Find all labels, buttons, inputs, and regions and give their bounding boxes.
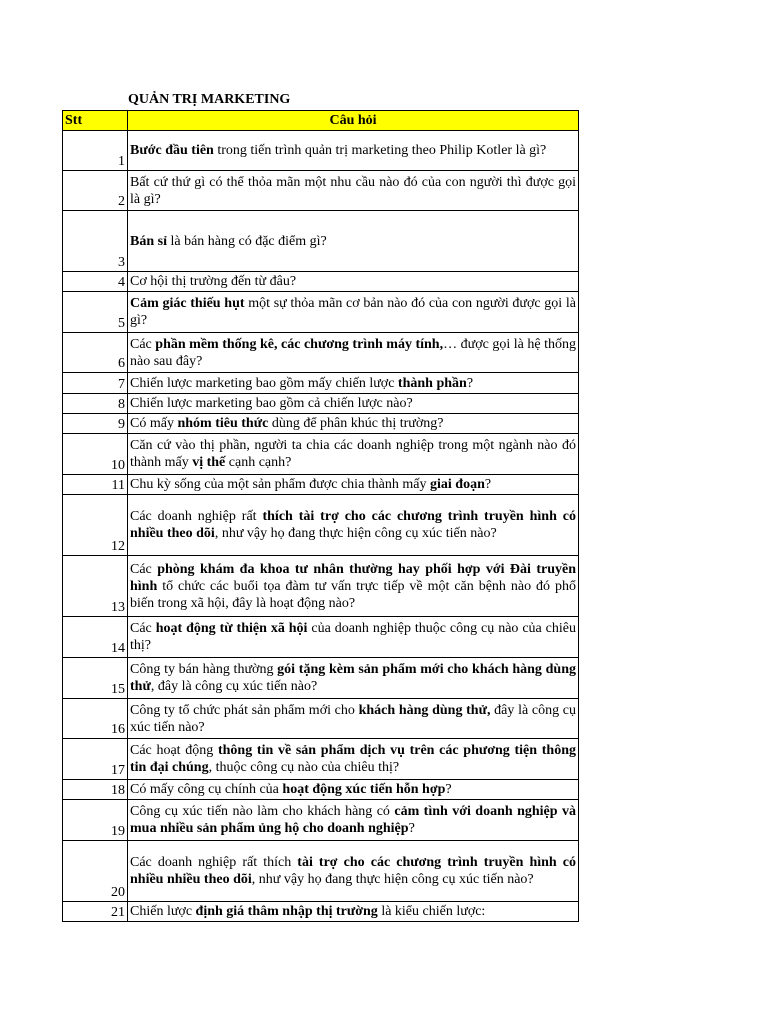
question-text: [128, 434, 579, 475]
question-text: [128, 394, 579, 414]
row-number: 13: [63, 556, 128, 617]
table-row: [63, 272, 579, 292]
question-text: [128, 171, 579, 211]
row-number: 16: [63, 699, 128, 739]
table-row: [63, 171, 579, 211]
text-segment: Công ty tổ chức phát sản phẩm mới cho: [130, 702, 359, 718]
question-text: [128, 333, 579, 373]
text-segment: Chiến lược: [130, 904, 196, 919]
bold-phrase: hoạt động từ thiện xã hội: [155, 621, 308, 636]
question-text: [128, 211, 579, 272]
text-segment: Các: [130, 561, 158, 577]
table-row: [63, 333, 579, 373]
text-segment: Các: [130, 621, 156, 636]
text-segment: một sự thỏa mãn cơ bản nào đó của con người được gọi là gì?: [130, 296, 576, 328]
question-table: [62, 110, 579, 922]
table-row: [63, 800, 579, 841]
bold-phrase: gói tặng kèm sản phẩm mới cho khách hàng dùng thử: [130, 662, 576, 694]
text-segment: Căn cứ vào thị phần, người ta chia các doanh nghiệp trong một ngành nào đó thành mấy: [130, 438, 576, 470]
text-segment: Các: [130, 336, 156, 352]
table-row: [63, 414, 579, 434]
row-number: 17: [63, 739, 128, 780]
question-text: [128, 475, 579, 495]
text-segment: Các doanh nghiệp rất thích: [130, 855, 298, 870]
text-segment: ?: [408, 821, 415, 836]
row-number: 15: [63, 658, 128, 699]
bold-phrase: phòng khám đa khoa tư nhân thường hay phối hợp với Đài truyền hình: [130, 561, 577, 594]
question-text: [128, 373, 579, 394]
row-number: 5: [63, 292, 128, 333]
table-row: [63, 902, 579, 922]
table-row: [63, 373, 579, 394]
question-list: [63, 131, 579, 922]
row-number: 21: [63, 902, 128, 922]
text-segment: Công ty bán hàng thường: [130, 662, 278, 677]
text-segment: Chiến lược marketing bao gồm mấy chiến lược: [130, 375, 398, 391]
row-number: 4: [63, 272, 128, 292]
question-text: [128, 902, 579, 922]
text-segment: cạnh cạnh?: [225, 455, 292, 470]
table-row: [63, 780, 579, 800]
bold-phrase: thích tài trợ cho các chương trình truyền hình có nhiều theo dõi: [130, 509, 576, 541]
question-column-header: Câu hỏi: [128, 111, 579, 131]
text-segment: Công cụ xúc tiến nào làm cho khách hàng có: [130, 804, 395, 819]
row-number: 10: [63, 434, 128, 475]
bold-phrase: Bước đầu tiên: [130, 143, 214, 158]
text-segment: … được gọi là hệ thống nào sau đây?: [130, 336, 577, 369]
bold-phrase: hoạt động xúc tiến hỗn hợp: [282, 782, 446, 797]
question-text: [128, 617, 579, 658]
table-row: [63, 394, 579, 414]
table-row: [63, 556, 579, 617]
text-segment: tổ chức các buổi tọa đàm tư vấn trực tiếp về một căn bệnh nào đó phổ biến trong xã hội, đây là hoạt động nào?: [130, 578, 576, 611]
table-row: [63, 131, 579, 171]
question-text: [128, 658, 579, 699]
text-segment: Các doanh nghiệp rất: [130, 509, 263, 524]
text-segment: Có mấy: [130, 416, 178, 431]
text-segment: ?: [445, 782, 452, 797]
question-text: [128, 699, 579, 739]
question-text: [128, 556, 579, 617]
bold-phrase: Bán sỉ: [130, 233, 167, 249]
bold-phrase: định giá thâm nhập thị trường: [195, 904, 378, 919]
table-row: [63, 739, 579, 780]
row-number: 12: [63, 495, 128, 556]
question-text: [128, 414, 579, 434]
bold-phrase: giai đoạn: [430, 477, 485, 492]
question-text: [128, 800, 579, 841]
table-row: [63, 475, 579, 495]
row-number: 19: [63, 800, 128, 841]
table-row: [63, 617, 579, 658]
text-segment: , như vậy họ đang thực hiện công cụ xúc tiến nào?: [251, 872, 534, 887]
text-segment: là bán hàng có đặc điểm gì?: [166, 233, 327, 249]
table-row: [63, 211, 579, 272]
row-number: 9: [63, 414, 128, 434]
stt-column-header: Stt: [63, 111, 128, 131]
text-segment: , đây là công cụ xúc tiến nào?: [150, 679, 318, 694]
row-number: 11: [63, 475, 128, 495]
question-text: [128, 292, 579, 333]
text-segment: Có mấy công cụ chính của: [130, 782, 283, 797]
table-row: [63, 495, 579, 556]
table-row: [63, 658, 579, 699]
row-number: 18: [63, 780, 128, 800]
table-row: [63, 434, 579, 475]
table-row: [63, 699, 579, 739]
row-number: 20: [63, 841, 128, 902]
table-row: [63, 292, 579, 333]
text-segment: , như vậy họ đang thực hiện công cụ xúc tiến nào?: [214, 526, 497, 541]
text-segment: Bất cứ thứ gì có thể thỏa mãn một nhu cầu nào đó của con người thì được gọi là gì?: [130, 174, 576, 207]
row-number: 6: [63, 333, 128, 373]
bold-phrase: thông tin về sản phẩm dịch vụ trên các phương tiện thông tin đại chúng: [130, 743, 576, 775]
bold-phrase: khách hàng dùng thử,: [358, 702, 491, 718]
bold-phrase: Cảm giác thiếu hụt: [130, 296, 245, 311]
question-text: [128, 841, 579, 902]
text-segment: dùng để phân khúc thị trường?: [268, 416, 444, 431]
text-segment: ?: [466, 375, 474, 391]
question-text: [128, 780, 579, 800]
question-text: [128, 739, 579, 780]
text-segment: , thuộc công cụ nào của chiêu thị?: [208, 760, 400, 775]
row-number: 1: [63, 131, 128, 171]
text-segment: Các hoạt động: [130, 743, 218, 758]
text-segment: đây là công cụ xúc tiến nào?: [130, 702, 576, 735]
text-segment: ?: [484, 477, 492, 492]
row-number: 8: [63, 394, 128, 414]
bold-phrase: nhóm tiêu thức: [177, 416, 269, 431]
header-row: [63, 111, 579, 131]
question-text: [128, 495, 579, 556]
text-segment: là kiểu chiến lược:: [377, 904, 486, 919]
text-segment: trong tiến trình quản trị marketing theo Philip Kotler là gì?: [213, 143, 547, 158]
bold-phrase: tài trợ cho các chương trình truyền hình có nhiều nhiều theo dõi: [130, 855, 576, 887]
question-text: [128, 272, 579, 292]
text-segment: Chiến lược marketing bao gồm cả chiến lược nào?: [130, 396, 413, 411]
row-number: 3: [63, 211, 128, 272]
row-number: 14: [63, 617, 128, 658]
bold-phrase: thành phần: [397, 375, 467, 391]
text-segment: Chu kỳ sống của một sản phẩm được chia thành mấy: [130, 477, 430, 492]
document-title: QUẢN TRỊ MARKETING: [128, 92, 291, 107]
bold-phrase: vị thế: [192, 455, 226, 470]
bold-phrase: cảm tình với doanh nghiệp và mua nhiều sản phẩm ủng hộ cho doanh nghiệp: [130, 804, 576, 836]
row-number: 2: [63, 171, 128, 211]
row-number: 7: [63, 373, 128, 394]
question-text: [128, 131, 579, 171]
table-row: [63, 841, 579, 902]
text-segment: của doanh nghiệp thuộc công cụ nào của chiêu thị?: [130, 621, 576, 653]
text-segment: Cơ hội thị trường đến từ đâu?: [130, 274, 297, 289]
bold-phrase: phần mềm thống kê, các chương trình máy tính,: [155, 336, 444, 352]
